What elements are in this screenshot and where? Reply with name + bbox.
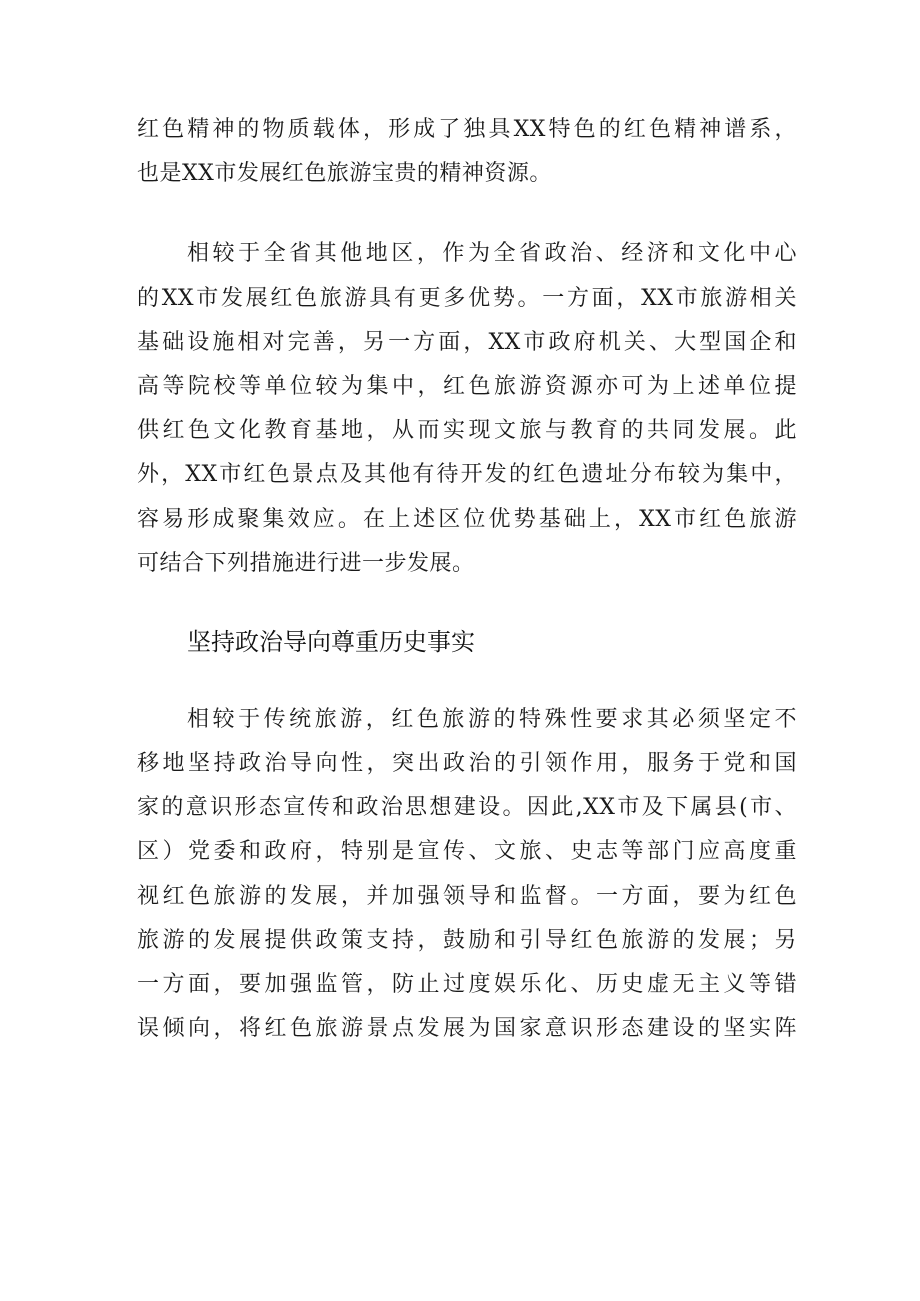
text-line: 视红色旅游的发展，并加强领导和监督。一方面，要为红色: [137, 883, 797, 909]
section-heading: 坚持政治导向尊重历史事实: [187, 627, 475, 656]
text-line: 误倾向，将红色旅游景点发展为国家意识形态建设的坚实阵: [137, 1016, 797, 1042]
paragraph-spacer: [137, 586, 797, 620]
paragraph-2: [137, 232, 797, 586]
text-line: 相较于传统旅游，红色旅游的特殊性要求其必须坚定不: [187, 706, 797, 732]
text-line: 红色精神的物质载体，形成了独具XX特色的红色精神谱系，: [137, 117, 797, 142]
text-line: 区）党委和政府，特别是宣传、文旅、史志等部门应高度重: [137, 839, 797, 865]
text-line: 移地坚持政治导向性，突出政治的引领作用，服务于党和国: [137, 751, 797, 777]
text-line: 也是XX市发展红色旅游宝贵的精神资源。: [137, 161, 552, 187]
text-line: 容易形成聚集效应。在上述区位优势基础上，XX市红色旅游: [137, 506, 797, 532]
text-line: 可结合下列措施进行进一步发展。: [137, 550, 475, 576]
text-line: 高等院校等单位较为集中，红色旅游资源亦可为上述单位提: [137, 373, 797, 399]
paragraph-spacer: [137, 196, 797, 232]
text-line: 的XX市发展红色旅游具有更多优势。一方面，XX市旅游相关: [137, 285, 797, 311]
paragraph-spacer: [137, 664, 797, 698]
text-line: 家的意识形态宣传和政治思想建设。因此,XX市及下属县(市、: [137, 795, 797, 821]
text-line: 一方面，要加强监管，防止过度娱乐化、历史虚无主义等错: [137, 972, 797, 997]
paragraph-1: [137, 108, 797, 196]
document-body: [137, 108, 797, 1051]
text-line: 基础设施相对完善，另一方面，XX市政府机关、大型国企和: [137, 329, 797, 355]
text-line: 相较于全省其他地区，作为全省政治、经济和文化中心: [187, 241, 797, 267]
text-line: 供红色文化教育基地，从而实现文旅与教育的共同发展。此: [137, 418, 797, 444]
paragraph-3: [137, 698, 797, 1052]
text-line: 外，XX市红色景点及其他有待开发的红色遗址分布较为集中，: [137, 462, 797, 488]
text-line: 旅游的发展提供政策支持，鼓励和引导红色旅游的发展；另: [137, 927, 797, 953]
